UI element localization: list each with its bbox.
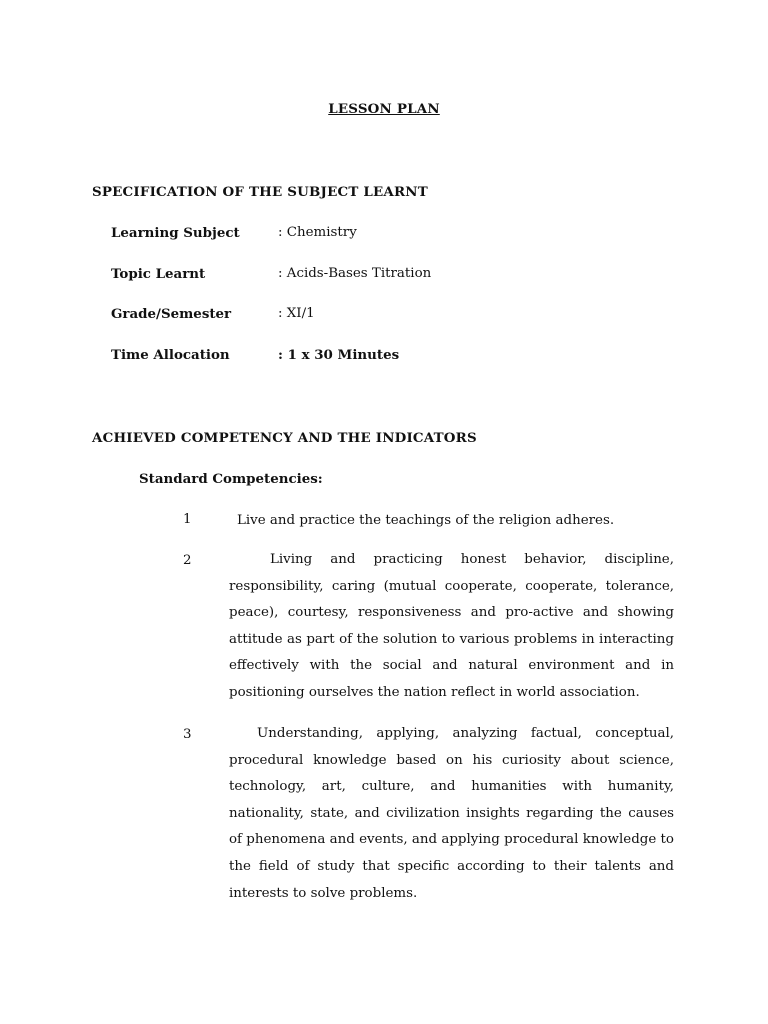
document-title: LESSON PLAN (328, 101, 440, 117)
item-number: 3 (183, 727, 192, 742)
spec-value: : Acids-Bases Titration (278, 266, 432, 281)
specification-heading: SPECIFICATION OF THE SUBJECT LEARNT (92, 184, 428, 200)
spec-label: Grade/Semester (111, 306, 232, 322)
spec-label: Topic Learnt (111, 266, 206, 282)
spec-value: : XI/1 (278, 306, 315, 321)
item-text: Understanding, applying, analyzing factual, conceptual, procedural knowledge based on his curiosity about science, technology, art, culture, and humanities with humanity, nationality, state, and civilization insights regarding the causes of phenomena and events, and applying procedural knowledge to the field of study that specific according to their talents and interests to solve problems. (229, 726, 674, 901)
spec-row-grade-semester (111, 306, 671, 324)
standard-competencies-heading: Standard Competencies: (139, 471, 323, 487)
spec-row-learning-subject (111, 225, 671, 243)
spec-label: Time Allocation (111, 347, 230, 363)
item-number: 2 (183, 553, 192, 568)
spec-value: : Chemistry (278, 225, 357, 240)
item-text: Living and practicing honest behavior, discipline, responsibility, caring (mutual cooperate, cooperate, tolerance, peace), courtesy, responsiveness and pro-active and showing attitude as part of the solution to various problems in interacting effectively with the social and natural environment and in positioning ourselves the nation reflect in world association. (229, 552, 674, 700)
item-number: 1 (183, 512, 192, 527)
spec-value: : 1 x 30 Minutes (278, 347, 400, 363)
item-text: Live and practice the teachings of the religion adheres. (237, 513, 615, 528)
spec-row-time-allocation (111, 347, 671, 365)
spec-row-topic-learnt (111, 266, 671, 284)
spec-label: Learning Subject (111, 225, 240, 241)
competency-heading: ACHIEVED COMPETENCY AND THE INDICATORS (92, 430, 477, 446)
